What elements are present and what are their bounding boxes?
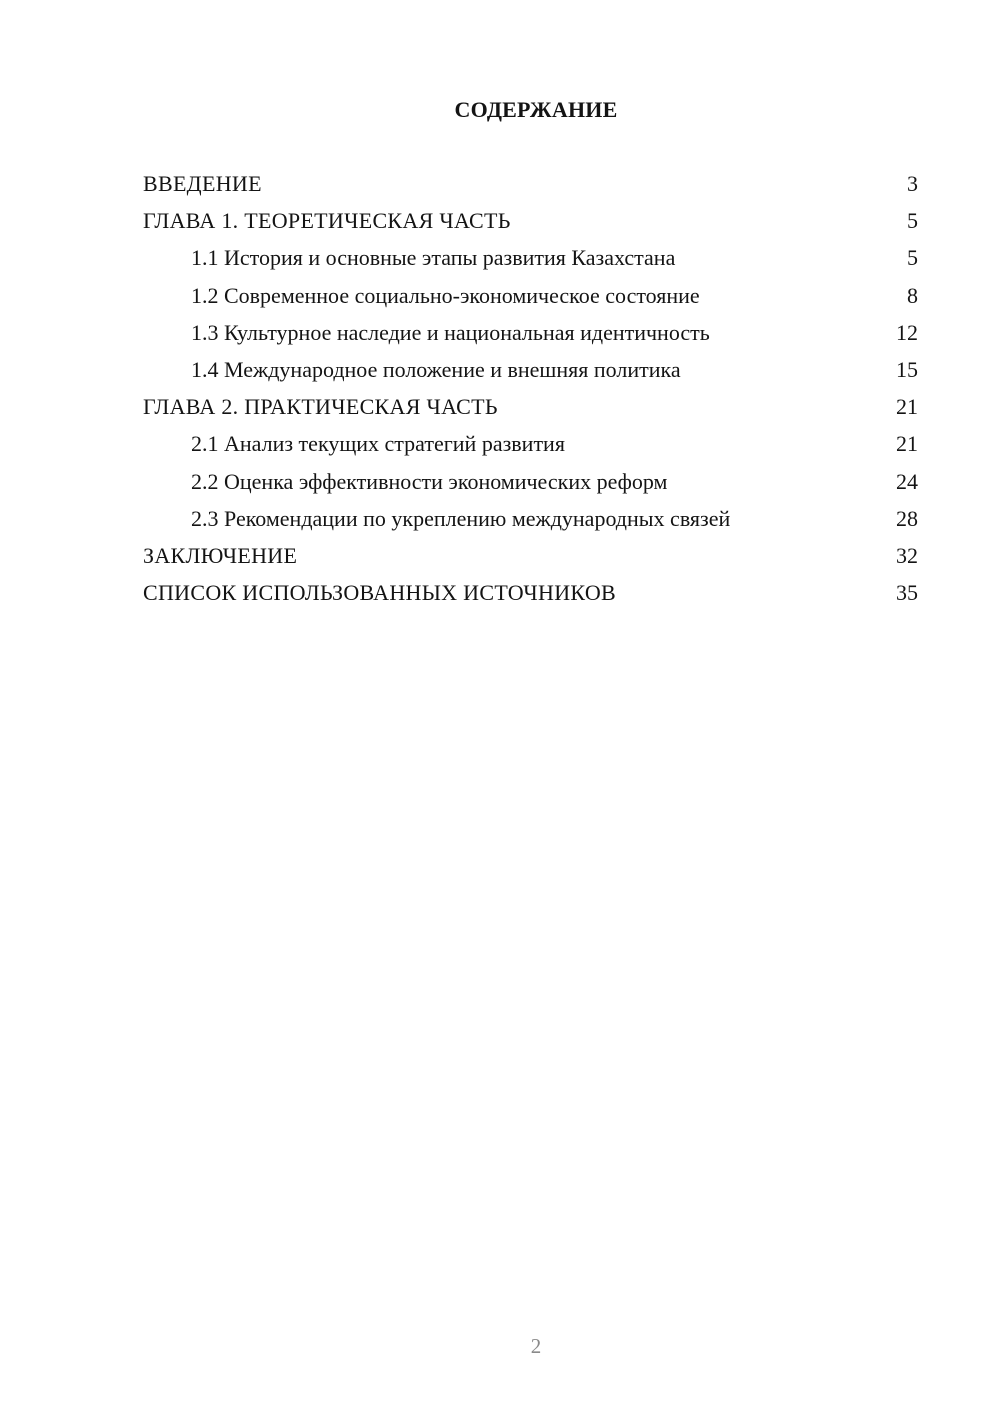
toc-entry-section-1-3[interactable] <box>143 317 918 354</box>
page-number: 2 <box>530 1334 542 1358</box>
toc-entry-label: 1.3 Культурное наследие и национальная идентичность <box>191 319 710 345</box>
toc-entry-label: ГЛАВА 1. ТЕОРЕТИЧЕСКАЯ ЧАСТЬ <box>143 208 511 234</box>
toc-entry-page: 21 <box>896 394 918 420</box>
toc-entry-label: СПИСОК ИСПОЛЬЗОВАННЫХ ИСТОЧНИКОВ <box>143 580 616 606</box>
toc-entry-page: 5 <box>907 245 918 271</box>
toc-entry-section-1-4[interactable] <box>143 354 918 391</box>
toc-entry-section-1-1[interactable] <box>143 242 918 279</box>
toc-entry-label: ЗАКЛЮЧЕНИЕ <box>143 542 298 568</box>
toc-entry-references[interactable] <box>143 577 918 614</box>
toc-entry-conclusion[interactable] <box>143 540 918 577</box>
toc-entry-section-2-2[interactable] <box>143 466 918 503</box>
toc-entry-label: ВВЕДЕНИЕ <box>143 171 262 196</box>
toc-entry-label: 1.4 Международное положение и внешняя политика <box>191 356 681 382</box>
toc-entry-chapter-1[interactable] <box>143 205 918 242</box>
toc-entry-page: 28 <box>896 505 918 531</box>
toc-entry-page: 32 <box>896 542 918 568</box>
toc-entry-section-1-2[interactable] <box>143 280 918 317</box>
toc-entry-page: 12 <box>896 319 918 345</box>
toc-entry-label: 2.2 Оценка эффективности экономических реформ <box>191 468 668 494</box>
toc-entry-label: 1.2 Современное социально-экономическое состояние <box>191 282 700 308</box>
toc-entry-page: 24 <box>896 468 918 494</box>
table-of-contents <box>143 168 918 614</box>
toc-entry-page: 8 <box>907 282 918 308</box>
toc-entry-label: ГЛАВА 2. ПРАКТИЧЕСКАЯ ЧАСТЬ <box>143 394 498 420</box>
toc-entry-page: 21 <box>896 431 918 457</box>
toc-entry-introduction[interactable] <box>143 168 918 205</box>
toc-entry-label: 2.1 Анализ текущих стратегий развития <box>191 431 565 457</box>
toc-entry-page: 15 <box>896 356 918 382</box>
page-title: СОДЕРЖАНИЕ <box>454 97 618 122</box>
toc-entry-label: 1.1 История и основные этапы развития Казахстана <box>191 245 676 271</box>
toc-entry-chapter-2[interactable] <box>143 391 918 428</box>
toc-entry-label: 2.3 Рекомендации по укреплению международных связей <box>191 505 731 531</box>
toc-entry-section-2-3[interactable] <box>143 503 918 540</box>
toc-entry-page: 5 <box>907 208 918 234</box>
toc-entry-page: 35 <box>896 580 918 606</box>
toc-entry-section-2-1[interactable] <box>143 428 918 465</box>
toc-entry-page: 3 <box>907 171 918 196</box>
